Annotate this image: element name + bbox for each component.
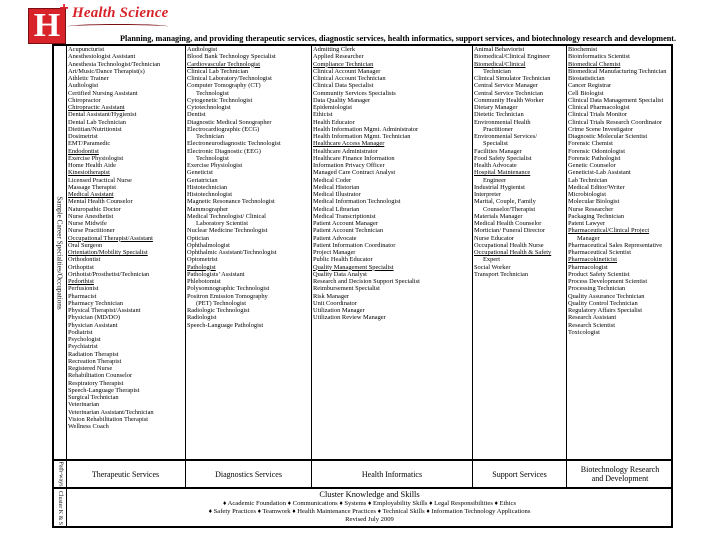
support-occupation-item: Biomedical/Clinical Engineer — [474, 53, 551, 61]
biotech-occupation-item: Biomedical Manufacturing Technician — [568, 67, 667, 75]
biotech-occupation-item: Research Assistant — [568, 314, 617, 322]
support-occupation-item: Clinical Simulator Technician — [474, 75, 551, 82]
therapeutic-occupation-item: Chiropractic Assistant — [68, 104, 125, 111]
support-occupation-item: Occupational Health & Safety — [474, 249, 552, 256]
support-occupation-item: Central Service Manager — [474, 82, 538, 90]
diagnostics-occupation-item: Ophthalmic Assistant/Technologist — [187, 249, 277, 256]
informatics-occupation-item: Medical Transcriptionist — [313, 212, 376, 220]
biotech-occupation-item: Product Safety Scientist — [568, 270, 630, 278]
therapeutic-occupation-item: Orientation/Mobility Specialist — [68, 249, 148, 256]
biotech-occupation-item: Microbiologist — [568, 191, 606, 198]
biotech-occupation-item: Geneticist-Lab Assistant — [568, 169, 631, 177]
informatics-occupation-item: Medical Information Technologist — [313, 198, 401, 206]
diagnostics-occupation-item: Electronic Diagnostic (EEG) — [187, 147, 261, 155]
pathway-diagnostics-services: Diagnostics Services — [215, 469, 282, 479]
informatics-occupation-item: Clinical Account Manager — [313, 67, 381, 75]
support-occupation-item: Community Health Worker — [474, 96, 544, 104]
biotech-occupation-item: Forensic Pathologist — [568, 154, 621, 162]
therapeutic-occupation-item: Perfusionist — [68, 285, 99, 293]
therapeutic-occupation-item: Anesthesia Technologist/Technician — [68, 60, 161, 68]
biotech-occupation-item: Toxicologist — [568, 328, 600, 336]
biotech-occupation-item: Cancer Registrar — [568, 82, 612, 90]
diagnostics-occupation-item: Geriatrician — [187, 176, 218, 184]
diagnostics-occupation-item: Polysomnographic Technologist — [187, 285, 270, 293]
biotech-occupation-item: Regulatory Affairs Specialist — [568, 307, 643, 314]
therapeutic-occupation-item: Home Health Aide — [68, 162, 116, 169]
cluster-skills-line-2: ♦ Safety Practices ♦ Teamwork ♦ Health Maintenance Practices ♦ Technical Skills ♦ Information Technology Applications — [208, 508, 531, 515]
biotech-occupation-item: Forensic Chemist — [568, 140, 613, 148]
informatics-occupation-item: Health Educator — [313, 118, 355, 126]
informatics-occupation-item: Risk Manager — [313, 292, 350, 300]
informatics-occupation-item: Research and Decision Support Specialist — [313, 278, 420, 285]
informatics-occupation-item: Applied Researcher — [313, 53, 364, 61]
biotech-occupation-item: Patent Lawyer — [568, 220, 606, 227]
informatics-occupation-item: Clinical Data Specialist — [313, 82, 374, 90]
support-occupation-item: Occupational Health Nurse — [474, 241, 544, 249]
therapeutic-occupations-list — [68, 46, 184, 430]
biotech-occupation-item: Clinical Data Management Specialist — [568, 96, 664, 104]
revision-date: Revised July 2009 — [345, 516, 394, 523]
therapeutic-occupation-item: Psychiatrist — [68, 343, 98, 351]
diagnostics-occupation-item: Magnetic Resonance Technologist — [187, 198, 275, 206]
therapeutic-occupation-item: Wellness Coach — [68, 423, 109, 430]
support-occupation-item: Medical Health Counselor — [474, 220, 542, 227]
informatics-occupation-item: Health Information Mgmt. Technician — [313, 133, 411, 140]
informatics-occupation-item: Patient Information Coordinator — [313, 241, 396, 249]
support-occupation-item: Hospital Maintenance — [474, 169, 531, 177]
column-divider-1 — [185, 46, 186, 487]
pathway-support-services: Support Services — [492, 469, 547, 479]
therapeutic-occupation-item: Athletic Trainer — [68, 75, 109, 82]
cluster-row-top-rule — [54, 487, 671, 489]
therapeutic-occupation-item: Acupuncturist — [68, 46, 105, 53]
therapeutic-occupation-item: Massage Therapist — [68, 183, 116, 191]
biotech-occupation-item: Diagnostic Molecular Scientist — [568, 133, 648, 140]
therapeutic-occupation-item: Dietitian/Nutritionist — [68, 125, 122, 133]
side-label-pathways: Path-ways — [57, 461, 63, 487]
therapeutic-occupation-item: Registered Nurse — [68, 365, 113, 372]
support-occupations-list — [474, 46, 565, 278]
diagnostics-occupation-item: Diagnostic Medical Sonographer — [187, 118, 272, 126]
biotech-occupation-item: Research Scientist — [568, 321, 616, 329]
therapeutic-occupation-item: Oral Surgeon — [68, 241, 103, 249]
therapeutic-occupation-item: Audiologist — [68, 82, 99, 90]
informatics-occupation-item: Project Manager — [313, 249, 356, 256]
therapeutic-occupation-item: Kinesiotherapist — [68, 169, 110, 177]
biotech-occupation-item: Quality Assurance Technician — [568, 292, 645, 300]
diagnostics-occupation-item: Clinical Laboratory/Technologist — [187, 75, 272, 82]
therapeutic-occupation-item: Physician (MD/DO) — [68, 314, 121, 322]
informatics-occupation-item: Managed Care Contract Analyst — [313, 169, 396, 177]
support-occupation-item: Expert — [483, 256, 501, 264]
therapeutic-occupation-item: Endodontist — [68, 147, 99, 155]
biotech-occupation-item: Quality Control Technician — [568, 299, 638, 307]
informatics-occupation-item: Healthcare Access Manager — [313, 140, 385, 148]
therapeutic-occupation-item: EMT/Paramedic — [68, 140, 111, 148]
informatics-occupation-item: Admitting Clerk — [313, 46, 356, 53]
therapeutic-occupation-item: Pedorthist — [68, 278, 94, 285]
diagnostics-occupation-item: (PET) Technologist — [196, 299, 247, 307]
therapeutic-occupation-item: Physician Assistant — [68, 321, 118, 329]
cluster-knowledge-list — [66, 500, 673, 516]
informatics-occupation-item: Healthcare Administrator — [313, 147, 378, 155]
support-occupation-item: Dietary Manager — [474, 104, 518, 111]
biotech-occupation-item: Bioinformatics Scientist — [568, 53, 630, 61]
therapeutic-occupation-item: Respiratory Therapist — [68, 379, 124, 387]
therapeutic-occupation-item: Dosimetrist — [68, 133, 98, 140]
support-occupation-item: Environmental Health — [474, 118, 531, 126]
cluster-skills-line-1: ♦ Academic Foundation ♦ Communications ♦ Systems ♦ Employability Skills ♦ Legal Responsibilities ♦ Ethics — [222, 500, 517, 507]
diagnostics-occupation-item: Technician — [196, 133, 224, 140]
biotech-occupation-item: Clinical Pharmacologist — [568, 104, 630, 111]
therapeutic-occupation-item: Chiropractor — [68, 96, 101, 104]
therapeutic-occupation-item: Art/Music/Dance Therapist(s) — [68, 67, 145, 75]
support-occupation-item: Counselor/Therapist — [483, 205, 536, 213]
support-occupation-item: Dietetic Technician — [474, 111, 524, 119]
therapeutic-occupation-item: Radiation Therapist — [68, 350, 119, 358]
therapeutic-occupation-item: Naturopathic Doctor — [68, 205, 121, 213]
diagnostics-occupation-item: Blood Bank Technology Specialist — [187, 53, 276, 61]
column-divider-2 — [311, 46, 312, 487]
biotech-occupation-item: Forensic Odontologist — [568, 147, 625, 155]
informatics-occupation-item: Community Services Specialists — [313, 89, 396, 97]
informatics-occupation-item: Information Privacy Officer — [313, 162, 385, 169]
support-occupation-item: Marital, Couple, Family — [474, 198, 536, 206]
informatics-occupation-item: Medical Historian — [313, 183, 360, 191]
therapeutic-occupation-item: Veterinarian — [68, 401, 100, 409]
diagnostics-occupation-item: Electrocardiographic (ECG) — [187, 125, 260, 133]
diagnostics-occupation-item: Geneticist — [187, 169, 213, 177]
support-occupation-item: Environmental Services/ — [474, 133, 538, 140]
diagnostics-occupation-item: Electroneurodiagnostic Technologist — [187, 140, 281, 148]
informatics-occupation-item: Compliance Technician — [313, 60, 374, 68]
therapeutic-occupation-item: Dental Assistant/Hygienist — [68, 111, 137, 119]
biotech-occupation-item: Genetic Counselor — [568, 162, 616, 169]
support-occupation-item: Specialist — [483, 140, 508, 148]
support-occupation-item: Mortician/ Funeral Director — [474, 227, 545, 235]
informatics-occupation-item: Data Quality Manager — [313, 96, 371, 104]
logo-swoosh — [68, 24, 168, 29]
therapeutic-occupation-item: Vision Rehabilitation Therapist — [68, 415, 149, 423]
informatics-occupation-item: Quality Management Specialist — [313, 263, 394, 271]
diagnostics-occupation-item: Technologist — [196, 154, 229, 162]
diagnostics-occupation-item: Histotechnician — [187, 183, 228, 191]
support-occupation-item: Industrial Hygienist — [474, 183, 525, 191]
cluster-tagline: Planning, managing, and providing therapeutic services, diagnostic services, health informatics, support services, and biotechnology research and development. — [120, 34, 677, 43]
therapeutic-occupation-item: Surgical Technician — [68, 394, 119, 401]
logo-plus-icon: + — [59, 0, 69, 17]
informatics-occupation-item: Patient Account Manager — [313, 220, 378, 227]
therapeutic-occupation-item: Occupational Therapist/Assistant — [68, 234, 153, 242]
therapeutic-occupation-item: Psychologist — [68, 336, 101, 343]
support-occupation-item: Practitioner — [483, 125, 513, 133]
biotech-occupation-item: Process Development Scientist — [568, 278, 648, 285]
biotech-occupation-item: Medical Editor/Writer — [568, 183, 625, 191]
informatics-occupation-item: Utilization Manager — [313, 307, 365, 314]
therapeutic-occupation-item: Nurse Midwife — [68, 220, 107, 227]
diagnostics-occupation-item: Cytotechnologist — [187, 104, 231, 111]
therapeutic-occupation-item: Orthoptist — [68, 263, 94, 271]
support-occupation-item: Facilities Manager — [474, 147, 522, 155]
therapeutic-occupation-item: Orthotist/Prosthetist/Technician — [68, 270, 150, 278]
informatics-occupation-item: Public Health Educator — [313, 256, 373, 264]
diagnostics-occupation-item: Audiologist — [187, 46, 218, 53]
column-divider-3 — [472, 46, 473, 487]
therapeutic-occupation-item: Medical Assistant — [68, 191, 114, 198]
therapeutic-occupation-item: Pharmacist — [68, 292, 97, 300]
informatics-occupation-item: Unit Coordinator — [313, 299, 357, 307]
support-occupation-item: Animal Behaviorist — [474, 46, 525, 53]
biotech-occupations-list — [568, 46, 672, 336]
diagnostics-occupation-item: Cardiovascular Technologist — [187, 60, 261, 68]
biotech-occupation-item: Pharmacokineticist — [568, 256, 617, 264]
therapeutic-occupation-item: Pharmacy Technician — [68, 299, 123, 307]
informatics-occupation-item: Health Information Mgmt. Administrator — [313, 125, 419, 133]
diagnostics-occupation-item: Mammographer — [187, 205, 229, 213]
support-occupation-item: Nurse Educator — [474, 234, 514, 242]
diagnostics-occupation-item: Laboratory Scientist — [196, 220, 248, 227]
informatics-occupation-item: Medical Illustrator — [313, 191, 361, 198]
biotech-occupation-item: Biochemist — [568, 46, 598, 53]
biotech-occupation-item: Packaging Technician — [568, 212, 625, 220]
side-label-cluster: Cluster K & S — [57, 490, 64, 526]
therapeutic-occupation-item: Licensed Practical Nurse — [68, 176, 132, 184]
cluster-knowledge-title: Cluster Knowledge and Skills — [319, 490, 420, 499]
informatics-occupations-list — [313, 46, 471, 322]
informatics-occupation-item: Ethicist — [313, 111, 333, 119]
therapeutic-occupation-item: Podiatrist — [68, 328, 93, 336]
support-occupation-item: Food Safety Specialist — [474, 154, 532, 162]
biotech-occupation-item: Lab Technician — [568, 176, 608, 184]
diagnostics-occupation-item: Positron Emission Tomography — [187, 292, 268, 300]
diagnostics-occupation-item: Ophthalmologist — [187, 241, 230, 249]
biotech-occupation-item: Crime Scene Investigator — [568, 125, 633, 133]
informatics-occupation-item: Patient Advocate — [313, 234, 357, 242]
informatics-occupation-item: Utilization Review Manager — [313, 314, 386, 322]
diagnostics-occupation-item: Optician — [187, 234, 210, 242]
therapeutic-occupation-item: Rehabilitation Counselor — [68, 372, 133, 380]
therapeutic-occupation-item: Anesthesiologist Assistant — [68, 53, 136, 61]
diagnostics-occupation-item: Radiologist — [187, 314, 217, 322]
diagnostics-occupation-item: Nuclear Medicine Technologist — [187, 227, 268, 235]
biotech-occupation-item: Biostatistician — [568, 75, 605, 82]
therapeutic-occupation-item: Physical Therapist/Assistant — [68, 307, 141, 314]
diagnostics-occupation-item: Phlebotomist — [187, 278, 221, 285]
diagnostics-occupation-item: Computer Tomography (CT) — [187, 82, 261, 90]
support-occupation-item: Engineer — [483, 176, 507, 184]
biotech-occupation-item: Pharmaceutical Sales Representative — [568, 241, 663, 249]
diagnostics-occupation-item: Cytogenetic Technologist — [187, 96, 253, 104]
biotech-occupation-item: Biomedical Chemist — [568, 60, 621, 68]
therapeutic-occupation-item: Exercise Physiologist — [68, 154, 124, 162]
therapeutic-occupation-item: Nurse Anesthetist — [68, 212, 114, 220]
informatics-occupation-item: Clinical Account Technician — [313, 75, 386, 82]
therapeutic-occupation-item: Recreation Therapist — [68, 357, 122, 365]
support-occupation-item: Central Service Technician — [474, 89, 543, 97]
biotech-occupation-item: Clinical Trials Monitor — [568, 111, 627, 119]
support-occupation-item: Materials Manager — [474, 212, 523, 220]
therapeutic-occupation-item: Speech-Language Therapist — [68, 386, 140, 394]
biotech-occupation-item: Pharmaceutical/Clinical Project — [568, 227, 650, 235]
therapeutic-occupation-item: Mental Health Counselor — [68, 198, 133, 206]
logo-h-mark: H — [28, 8, 66, 44]
biotech-occupation-item: Nurse Researcher — [568, 205, 614, 213]
informatics-occupation-item: Healthcare Finance Information — [313, 154, 395, 162]
biotech-occupation-item: Molecular Biologist — [568, 198, 620, 206]
diagnostics-occupation-item: Technologist — [196, 89, 229, 97]
diagnostics-occupations-list — [187, 46, 310, 329]
diagnostics-occupation-item: Optometrist — [187, 256, 218, 264]
biotech-occupation-item: Manager — [577, 234, 600, 242]
informatics-occupation-item: Patient Account Technician — [313, 227, 384, 235]
support-occupation-item: Interpreter — [474, 191, 501, 198]
logo-wordmark: Health Science — [72, 5, 169, 21]
therapeutic-occupation-item: Orthodontist — [68, 256, 101, 264]
diagnostics-occupation-item: Speech-Language Pathologist — [187, 321, 264, 329]
support-occupation-item: Biomedical/Clinical — [474, 60, 526, 68]
support-occupation-item: Social Worker — [474, 263, 511, 271]
informatics-occupation-item: Medical Librarian — [313, 205, 360, 213]
diagnostics-occupation-item: Pathologist — [187, 263, 216, 271]
informatics-occupation-item: Quality Data Analyst — [313, 270, 367, 278]
side-label-occupations: Sample Career Specialties/Occupations — [56, 195, 64, 310]
informatics-occupation-item: Epidemiologist — [313, 104, 353, 111]
biotech-occupation-item: Processing Technician — [568, 285, 626, 293]
therapeutic-occupation-item: Certified Nursing Assistant — [68, 89, 138, 97]
support-occupation-item: Transport Technician — [474, 270, 529, 278]
diagnostics-occupation-item: Histotechnologist — [187, 191, 233, 198]
biotech-occupation-item: Clinical Trials Research Coordinator — [568, 118, 662, 126]
pathway-health-informatics: Health Informatics — [361, 469, 423, 479]
support-occupation-item: Health Advocate — [474, 162, 517, 169]
column-divider-4 — [566, 46, 567, 487]
diagnostics-occupation-item: Exercise Physiologist — [187, 162, 243, 169]
therapeutic-occupation-item: Nurse Practitioner — [68, 227, 115, 235]
diagnostics-occupation-item: Dentist — [187, 111, 206, 119]
pathway-biotechnology: Biotechnology Research and Development — [580, 465, 660, 483]
diagnostics-occupation-item: Pathologists’ Assistant — [187, 270, 245, 278]
diagnostics-occupation-item: Radiologic Technologist — [187, 307, 250, 314]
biotech-occupation-item: Pharmacologist — [568, 263, 608, 271]
informatics-occupation-item: Reimbursement Specialist — [313, 285, 380, 293]
biotech-occupation-item: Pharmaceutical Scientist — [568, 249, 631, 256]
diagnostics-occupation-item: Clinical Lab Technician — [187, 67, 249, 75]
biotech-occupation-item: Cell Biologist — [568, 89, 604, 97]
pathway-therapeutic-services: Therapeutic Services — [91, 469, 160, 479]
informatics-occupation-item: Medical Coder — [313, 176, 352, 184]
support-occupation-item: Technician — [483, 67, 511, 75]
diagnostics-occupation-item: Medical Technologist/ Clinical — [187, 212, 266, 220]
therapeutic-occupation-item: Veterinarian Assistant/Technician — [68, 408, 154, 416]
therapeutic-occupation-item: Dental Lab Technician — [68, 118, 126, 126]
